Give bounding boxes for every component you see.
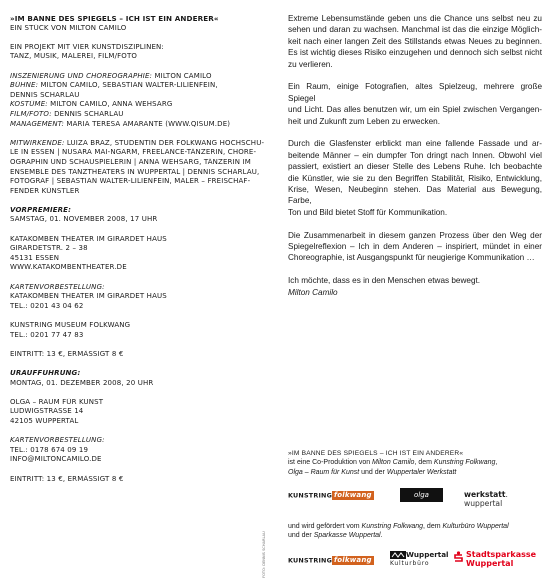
sparkasse-s-icon: [454, 551, 463, 562]
urauf-date-block: URAUFFÜHRUNG: MONTAG, 01. DEZEMBER 2008, 20 UHR: [10, 368, 154, 387]
coproduction-note: »IM BANNE DES SPIEGELS – ICH IST EIN ANDERER« ist eine Co-Produktion von Milton Camilo, dem Kunstring Folkwang, Olga – Raum für Kunst und der Wuppertaler Werkstatt: [288, 450, 498, 476]
premiere-tickets-block: KARTENVORBESTELLUNG: KATAKOMBEN THEATER IM GIRARDET HAUS TEL.: 0201 43 04 62: [10, 282, 167, 310]
right-column: [288, 13, 542, 298]
kunstring-logo-2: KUNSTRING folkwang: [288, 556, 372, 565]
cast-block: MITWIRKENDE: LUIZA BRAZ, STUDENTIN DER FOLKWANG HOCHSCHU- LE IN ESSEN | NUSARA MAI-NGARM, FREELANCE-TÄNZERIN, CHORE- OGRAPHIN UND SCHAUSPIELERIN | ANNA WEHSARG, TÄNZERIN IM ENSEMBLE DES TANZTHEATERS IN WUPPERTAL | DENNIS SCHARLAU, FOTOGRAF | SEBASTIAN WALTER-LILIENFEIN, MALER – FREISCHAF- FENDER KÜNSTLER: [10, 138, 265, 195]
olga-logo: olga: [400, 488, 443, 502]
urauf-price: EINTRITT: 13 €, ERMÄSSIGT 8 €: [10, 474, 124, 483]
photo-credit: FOTO: DENNIS SCHARLAU: [262, 531, 266, 578]
sparkasse-logo: Stadtsparkasse Wuppertal: [466, 550, 536, 568]
premiere-price: EINTRITT: 13 €, ERMÄSSIGT 8 €: [10, 349, 124, 358]
paragraph-3: Durch die Glasfenster erblickt man eine fallende Fassade und ar- beitende Männer – ein dumpfer Ton dringt nach Innen. Obwohl viel passiert, existiert an dieser Stelle des Lebens Ruhe. Ich beobachte die Künstler, wie sie zu den Begriffen Stabilität, Risiko, Entwicklung, Krise, Wesen, Neubeginn stehen. Das Material aus Bewegung, Farbe, Ton und Bild bietet Stoff für Kommunikation.: [288, 139, 542, 217]
premiere-venue-block: KATAKOMBEN THEATER IM GIRARDET HAUS GIRARDETSTR. 2 – 38 45131 ESSEN WWW.KATAKOMBENTHEATER.DE: [10, 234, 167, 272]
wuppertal-emblem-icon: [390, 551, 406, 559]
signature: Milton Camilo: [288, 287, 338, 297]
paragraph-4: Die Zusammenarbeit in diesem ganzen Prozess über den Weg der Spiegelreflexion – Ich in dem Anderen – inspiriert, mündet in einer Choreographie, ist Ausgangspunkt für neugierige Kommunikation …: [288, 230, 542, 263]
intro-block: EIN PROJEKT MIT VIER KUNSTDISZIPLINEN: TANZ, MUSIK, MALEREI, FILM/FOTO: [10, 42, 164, 61]
credits-block: INSZENIERUNG UND CHOREOGRAPHIE: MILTON CAMILO BÜHNE: MILTON CAMILO, SEBASTIAN WALTER-LILIENFEIN, DENNIS SCHARLAU KOSTÜME: MILTON CAMILO, ANNA WEHSARG FILM/FOTO: DENNIS SCHARLAU MANAGEMENT: MARIA TERESA AMARANTE (WWW.QISUM.DE): [10, 71, 231, 128]
support-note: und wird gefördert vom Kunstring Folkwang, dem Kulturbüro Wuppertal und der Sparkasse Wuppertal.: [288, 523, 509, 540]
kulturburo-logo: Wuppertal Kulturbüro: [390, 550, 449, 567]
premiere-tickets-block-2: KUNSTRING MUSEUM FOLKWANG TEL.: 0201 77 47 83: [10, 321, 131, 339]
subtitle: EIN STÜCK VON MILTON CAMILO: [10, 23, 127, 32]
logo-row-2: [288, 549, 544, 573]
paragraph-5: Ich möchte, dass es in den Menschen etwas bewegt. Milton Camilo: [288, 275, 542, 298]
werkstatt-logo: werkstatt. wuppertal: [464, 490, 508, 508]
logo-row-1: [288, 488, 544, 506]
urauf-venue-block: OLGA – RAUM FÜR KUNST LUDWIGSTRASSE 14 42105 WUPPERTAL: [10, 397, 104, 425]
kunstring-logo: KUNSTRING folkwang: [288, 491, 372, 500]
page-title: »IM BANNE DES SPIEGELS – ICH IST EIN ANDERER«: [10, 14, 219, 23]
paragraph-2: Ein Raum, einige Fotografien, altes Spielzeug, mehrere große Spiegel und Licht. Das alles benutzen wir, um ein Spiel zwischen Vergangen- heit und Zukunft zum Leben zu erwecken.: [288, 82, 542, 126]
paragraph-1: Extreme Lebensumstände geben uns die Chance uns selbst neu zu sehen und daran zu wachsen. Manchmal ist das die einzige Möglich- keit nach einer langen Zeit des Stillstands etwas Neues zu beginnen. Es ist wichtig dieses Risiko einzugehen und dennoch sich selbst nicht zu verlieren.: [288, 14, 542, 69]
urauf-tickets-block: KARTENVORBESTELLUNG: TEL.: 0178 674 09 19 INFO@MILTONCAMILO.DE: [10, 436, 105, 464]
left-column: [10, 14, 272, 494]
premiere-date-block: VORPREMIERE: SAMSTAG, 01. NOVEMBER 2008, 17 UHR: [10, 205, 158, 224]
